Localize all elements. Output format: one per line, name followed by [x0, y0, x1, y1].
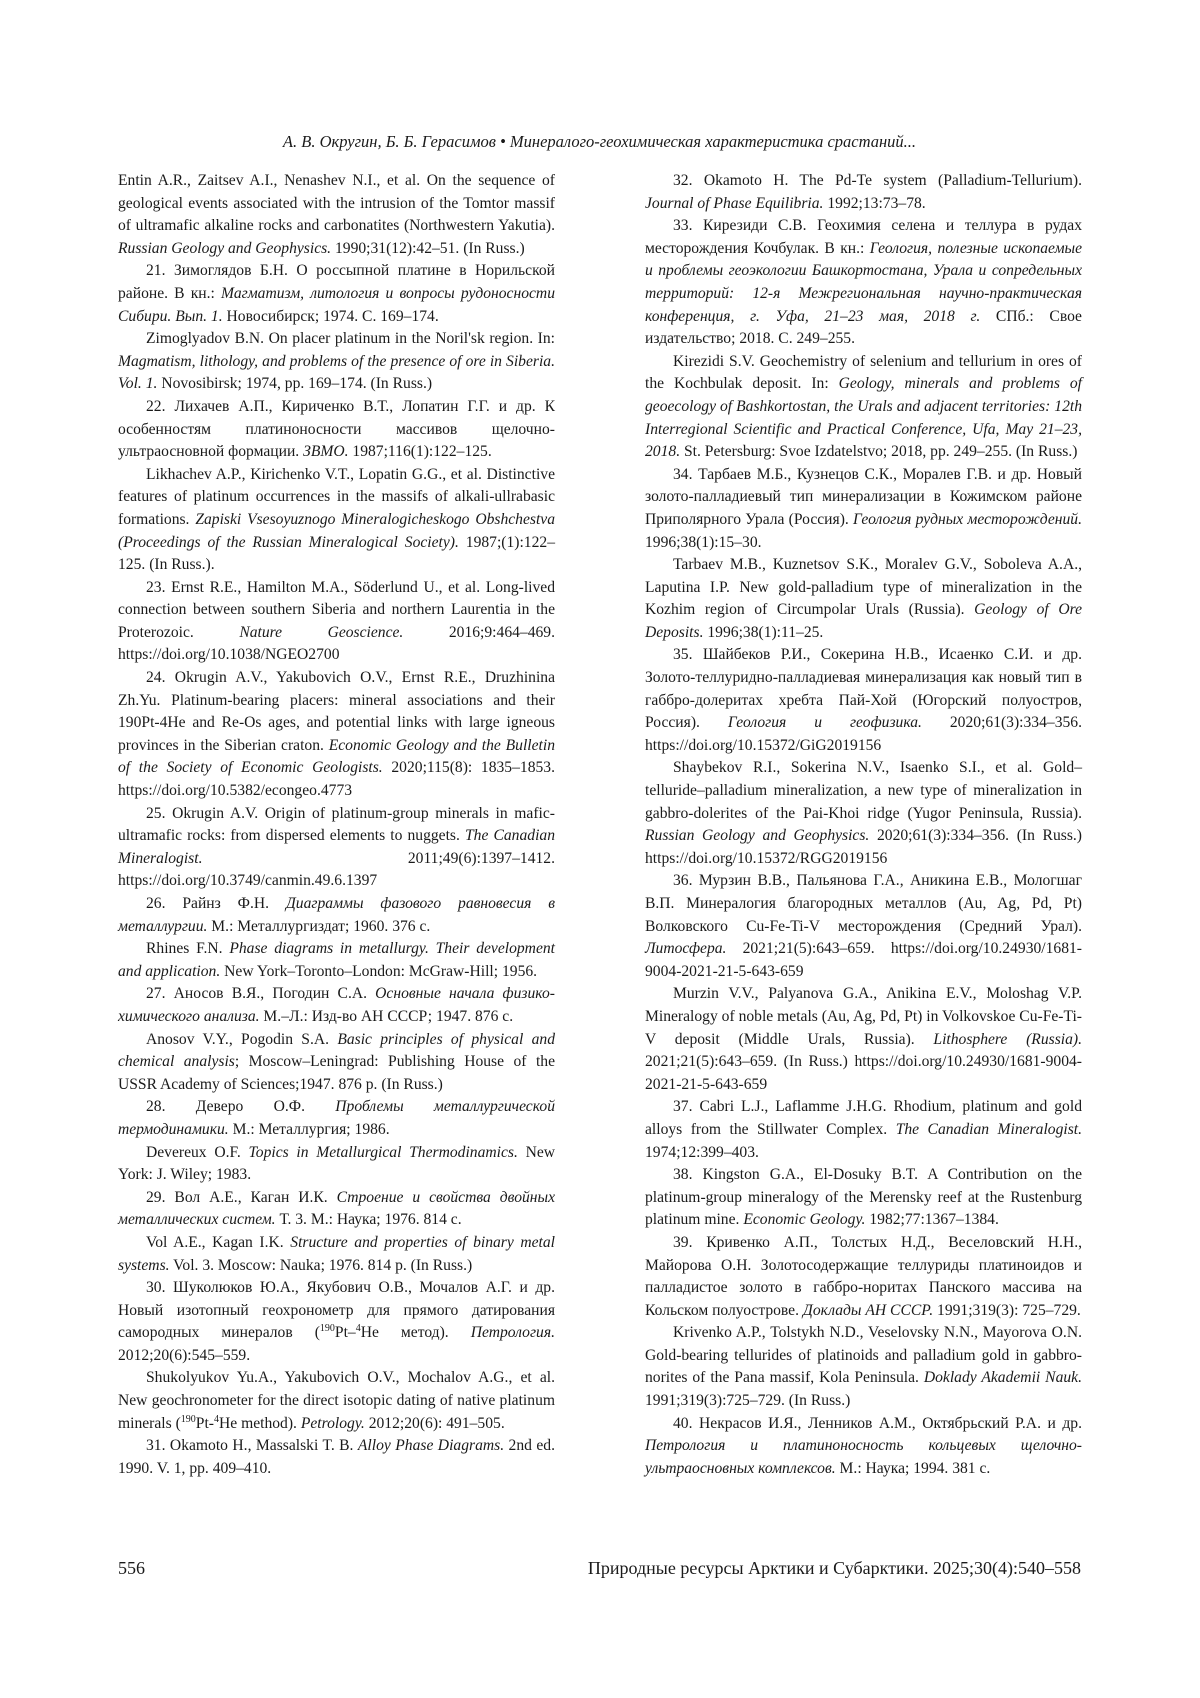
- reference-text: 31. Okamoto H., Massalski T. B.: [146, 1437, 358, 1455]
- reference-details: 2016;9:464–469. https://doi.org/10.1038/NGEO2700: [118, 623, 555, 664]
- reference-text: Shukolyukov Yu.A., Yakubovich O.V., Mochalov A.G., et al. New geochronometer for the direct isotopic dating of native platinum minerals (: [118, 1369, 555, 1432]
- reference-source-title: Доклады АН СССР.: [802, 1301, 934, 1319]
- reference-source-title: Диаграммы фазового равновесия в металлургии.: [118, 895, 555, 935]
- reference-entry: [645, 870, 1082, 983]
- reference-source-title: ЗВМО.: [303, 443, 349, 461]
- reference-entry: [645, 351, 1082, 464]
- journal-citation: Природные ресурсы Арктики и Субарктики. 2025;30(4):540–558: [587, 1558, 1081, 1578]
- reference-source-title: Alloy Phase Diagrams.: [357, 1437, 505, 1455]
- reference-text: 25. Okrugin A.V. Origin of platinum-group minerals in mafic-ultramafic rocks: from dispersed elements to nuggets.: [118, 804, 555, 845]
- reference-details: Новосибирск; 1974. С. 169–174.: [222, 307, 439, 325]
- reference-entry: [645, 170, 1082, 215]
- reference-text: 33. Кирезиди С.В. Геохимия селена и теллура в рудах месторождения Кочбулак. В кн.:: [645, 217, 1082, 257]
- reference-source-title: Геология и геофизика.: [727, 714, 922, 732]
- reference-source-title: Petrology.: [300, 1414, 365, 1432]
- reference-entry: [118, 260, 555, 328]
- reference-details: 1987;116(1):122–125.: [348, 443, 492, 461]
- isotope-superscript: 4: [355, 1323, 361, 1335]
- reference-entry: [118, 1096, 555, 1141]
- reference-entry: [645, 983, 1082, 1096]
- reference-source-title: Economic Geology and the Bulletin of the Society of Economic Geologists.: [118, 736, 555, 777]
- reference-entry: [118, 464, 555, 577]
- reference-source-title: Магматизм, литология и вопросы рудоносности Сибири. Вып. 1.: [118, 284, 555, 325]
- reference-entry: [645, 757, 1082, 870]
- reference-entry: [645, 1164, 1082, 1232]
- reference-text: 28. Деверо О.Ф.: [146, 1098, 336, 1116]
- reference-details: 1990;31(12):42–51. (In Russ.): [331, 239, 525, 257]
- reference-text: 35. Шайбеков Р.И., Сокерина Н.В., Исаенко С.И. и др. Золото-теллуридно-палладиевая минерализация как новый тип в габбро-долеритах хребта Пай-Хой (Югорский полуостров, Россия).: [645, 646, 1082, 732]
- reference-text: 27. Аносов В.Я., Погодин С.А.: [146, 985, 376, 1003]
- reference-source-title: Magmatism, lithology, and problems of the presence of ore in Siberia. Vol. 1.: [118, 352, 555, 393]
- reference-entry: [645, 1413, 1082, 1481]
- reference-source-title: Строение и свойства двойных металлических систем.: [118, 1188, 556, 1229]
- reference-source-title: Геология, полезные ископаемые и проблемы геоэкологии Башкортостана, Урала и сопредельных территорий: 12-я Межрегиональная научно-практическая конференция, г. Уфа, 21–23 мая, 2018 г.: [645, 239, 1083, 325]
- isotope-superscript: 190: [319, 1323, 335, 1335]
- reference-source-title: The Canadian Mineralogist.: [118, 827, 555, 867]
- reference-details: 1987;(1):122–125. (In Russ.).: [118, 533, 555, 574]
- reference-entry: [118, 893, 555, 938]
- reference-source-title: The Canadian Mineralogist.: [895, 1120, 1083, 1138]
- reference-details: 2021;21(5):643–659. (In Russ.) https://doi.org/10.24930/1681-9004-2021-21-5-643-659: [645, 1053, 1082, 1093]
- reference-text: 38. Kingston G.A., El-Dosuky B.T. A Contribution on the platinum-group mineralogy of the Merensky reef at the Rustenburg platinum mine.: [645, 1166, 1082, 1229]
- reference-details: 2012;20(6):545–559.: [118, 1346, 251, 1364]
- reference-source-title: Phase diagrams in metallurgy. Their development and application.: [118, 940, 555, 980]
- reference-entry: [645, 1096, 1082, 1164]
- running-head: А. В. Округин, Б. Б. Герасимов • Минералого-геохимическая характеристика срастаний...: [282, 132, 917, 151]
- reference-text: 36. Мурзин В.В., Пальянова Г.А., Аникина Е.В., Мологшаг В.П. Минералогия благородных металлов (Au, Ag, Pd, Pt) Волковского Cu-Fe-Ti-V месторождения (Средний Урал).: [645, 872, 1082, 935]
- reference-text: Entin A.R., Zaitsev A.I., Nenashev N.I., et al. On the sequence of geological events associated with the intrusion of the Tomtor massif of ultramafic alkaline rocks and carbonatites (Northwestern Yakutia).: [118, 172, 555, 235]
- reference-details: 1991;319(3): 725–729.: [933, 1301, 1081, 1319]
- reference-text: Anosov V.Y., Pogodin S.A.: [146, 1030, 338, 1048]
- reference-details: М.: Металлургия; 1986.: [228, 1120, 390, 1138]
- reference-entry: [645, 1232, 1082, 1322]
- reference-source-title: Russian Geology and Geophysics.: [645, 827, 870, 845]
- reference-entry: [645, 215, 1082, 351]
- reference-text: Murzin V.V., Palyanova G.A., Anikina E.V., Moloshag V.P. Mineralogy of noble metals (Au, Ag, Pd, Pt) in Volkovskoe Cu-Fe-Ti-V deposit (Middle Urals, Russia).: [645, 985, 1082, 1048]
- reference-source-title: Проблемы металлургической термодинамики.: [118, 1098, 555, 1138]
- reference-source-title: Lithosphere (Russia).: [933, 1030, 1082, 1048]
- reference-text: Pt-: [195, 1414, 214, 1432]
- isotope-superscript: 190: [180, 1413, 196, 1425]
- reference-source-title: Geology of Ore Deposits.: [645, 601, 1082, 641]
- reference-details: St. Petersburg: Svoe Izdatelstvo; 2018, pp. 249–255. (In Russ.): [680, 443, 1078, 461]
- reference-text: 40. Некрасов И.Я., Ленников А.М., Октябрьский Р.А. и др.: [673, 1414, 1082, 1432]
- reference-details: 2nd ed. 1990. V. 1, pp. 409–410.: [118, 1437, 555, 1477]
- reference-entry: [118, 1029, 555, 1097]
- reference-text: Rhines F.N.: [146, 940, 230, 958]
- reference-entry: [645, 464, 1082, 554]
- references-column-right: [645, 170, 1082, 1480]
- reference-text: 32. Okamoto H. The Pd-Te system (Palladium-Tellurium).: [673, 172, 1082, 189]
- reference-source-title: Zapiski Vsesoyuznogo Mineralogicheskogo Obshchestva (Proceedings of the Russian Mineralogical Society).: [118, 510, 555, 551]
- reference-text: Krivenko A.P., Tolstykh N.D., Veselovsky N.N., Mayorova O.N. Gold-bearing tellurides of platinoids and palladium gold in gabbro-norites of the Pana massif, Kola Peninsula.: [645, 1324, 1082, 1387]
- reference-details: 1996;38(1):15–30.: [645, 533, 762, 551]
- reference-details: М.: Наука; 1994. 381 с.: [835, 1459, 991, 1477]
- reference-source-title: Основные начала физико-химического анализа.: [118, 985, 555, 1025]
- reference-source-title: Geology, minerals and problems of geoecology of Bashkortostan, the Urals and adjacent territories: 12th Interregional Scientific and Practical Conference, Ufa, May 21–23, 2018.: [645, 375, 1082, 461]
- reference-details: 1996;38(1):11–25.: [703, 623, 824, 641]
- reference-details: 1992;13:73–78.: [823, 194, 926, 212]
- reference-details: 1991;319(3):725–729. (In Russ.): [645, 1392, 851, 1410]
- reference-details: 2020;61(3):334–356. https://doi.org/10.15372/GiG2019156: [645, 714, 1082, 754]
- reference-text: 24. Okrugin A.V., Yakubovich O.V., Ernst R.E., Druzhinina Zh.Yu. Platinum-bearing placers: mineral associations and their 190Pt-4He and Re-Os ages, and potential links with large igneous provinces in the Siberian craton.: [118, 669, 555, 754]
- references-column-left: [118, 170, 555, 1480]
- reference-entry: [118, 803, 555, 893]
- reference-text: 34. Тарбаев М.Б., Кузнецов С.К., Моралев Г.В. и др. Новый золото-палладиевый тип минерализации в Кожимском районе Приполярного Урала (Россия).: [645, 465, 1082, 528]
- reference-text: 22. Лихачев А.П., Кириченко В.Т., Лопатин Г.Г. и др. К особенностям платиноносности массивов щелочно-ультраосновной формации.: [118, 397, 555, 461]
- page-number: 556: [118, 1558, 145, 1578]
- reference-source-title: Topics in Metallurgical Thermodinamics.: [248, 1143, 518, 1161]
- reference-entry: [118, 328, 555, 396]
- reference-details: 2020;115(8): 1835–1853. https://doi.org/10.5382/econgeo.4773: [118, 759, 555, 800]
- reference-text: Devereux O.F.: [146, 1143, 249, 1161]
- reference-details: Novosibirsk; 1974, pp. 169–174. (In Russ.): [157, 375, 433, 393]
- reference-text: Likhachev A.P., Kirichenko V.T., Lopatin G.G., et al. Distinctive features of platinum occurrences in the massifs of alkali-ullrabasic formations.: [118, 465, 555, 528]
- reference-details: 2011;49(6):1397–1412. https://doi.org/10.3749/canmin.49.6.1397: [118, 849, 555, 890]
- reference-details: 1982;77:1367–1384.: [865, 1211, 999, 1229]
- reference-details: М.–Л.: Изд-во АН СССР; 1947. 876 с.: [259, 1007, 514, 1025]
- reference-details: 2021;21(5):643–659. https://doi.org/10.24930/1681-9004-2021-21-5-643-659: [645, 940, 1082, 980]
- reference-entry: [118, 170, 555, 260]
- reference-details: 2012;20(6): 491–505.: [364, 1414, 505, 1432]
- reference-details: М.: Металлургиздат; 1960. 376 с.: [207, 917, 431, 935]
- reference-entry: [645, 554, 1082, 644]
- reference-text: Zimoglyadov B.N. On placer platinum in the Noril'sk region. In:: [146, 330, 555, 348]
- reference-source-title: Doklady Akademii Nauk.: [923, 1369, 1082, 1387]
- isotope-superscript: 4: [214, 1413, 219, 1425]
- reference-text: Vol A.E., Kagan I.K.: [146, 1233, 291, 1251]
- reference-source-title: Петрология и платиноносность кольцевых щелочно-ультраосновных комплексов.: [645, 1437, 1082, 1477]
- reference-entry: [118, 667, 555, 803]
- reference-text: Shaybekov R.I., Sokerina N.V., Isaenko S.I., et al. Gold–telluride–palladium mineralization, a new type of mineralization in gabbro-dolerites of the Pai-Khoi ridge (Yugor Peninsula, Russia).: [645, 759, 1082, 822]
- reference-text: Pt–: [334, 1324, 356, 1342]
- reference-details: New York: J. Wiley; 1983.: [118, 1143, 556, 1184]
- reference-entry: [118, 1435, 555, 1480]
- reference-text: 23. Ernst R.E., Hamilton M.A., Söderlund U., et al. Long-lived connection between southern Siberia and northern Laurentia in the Proterozoic.: [118, 578, 555, 641]
- reference-text: 29. Вол А.Е., Каган И.К.: [146, 1188, 337, 1206]
- reference-source-title: Russian Geology and Geophysics.: [118, 239, 332, 257]
- reference-entry: [118, 577, 555, 667]
- reference-source-title: Journal of Phase Equilibria.: [645, 194, 824, 212]
- reference-entry: [118, 1277, 555, 1367]
- reference-details: New York–Toronto–London: McGraw-Hill; 1956.: [220, 962, 538, 980]
- reference-text: 39. Кривенко А.П., Толстых Н.Д., Веселовский Н.Н., Майорова О.Н. Золотосодержащие теллуриды платиноидов и палладистое золото в габбро-норитах Панского массива на Кольском полуострове.: [645, 1233, 1082, 1319]
- reference-text: Tarbaev M.B., Kuznetsov S.K., Moralev G.V., Soboleva A.A., Laputina I.P. New gold-palladium type of mineralization in the Kozhim region of Circumpolar Urals (Russia).: [645, 556, 1082, 619]
- reference-text: He method).: [219, 1414, 301, 1432]
- reference-text: He метод).: [360, 1324, 471, 1342]
- reference-entry: [645, 1322, 1082, 1412]
- reference-source-title: Basic principles of physical and chemical analysis: [118, 1030, 555, 1071]
- reference-source-title: Nature Geoscience.: [239, 623, 404, 641]
- reference-source-title: Литосфера.: [645, 940, 727, 958]
- reference-entry: [118, 938, 555, 983]
- reference-details: Т. 3. М.: Наука; 1976. 814 с.: [275, 1211, 462, 1229]
- reference-entry: [645, 644, 1082, 757]
- reference-source-title: Economic Geology.: [743, 1211, 866, 1229]
- reference-details: 2020;61(3):334–356. (In Russ.) https://doi.org/10.15372/RGG2019156: [645, 827, 1082, 867]
- reference-details: ; Moscow–Leningrad: Publishing House of the USSR Academy of Sciences;1947. 876 p. (In Russ.): [118, 1053, 555, 1093]
- reference-details: СПб.: Свое издательство; 2018. С. 249–255.: [645, 307, 1082, 348]
- reference-text: 21. Зимоглядов Б.Н. О россыпной платине в Норильской районе. В кн.:: [118, 262, 555, 302]
- reference-details: 1974;12:399–403.: [645, 1143, 759, 1161]
- reference-entry: [118, 1187, 555, 1232]
- reference-text: 37. Cabri L.J., Laflamme J.H.G. Rhodium, platinum and gold alloys from the Stillwater Complex.: [645, 1098, 1082, 1138]
- reference-entry: [118, 1367, 555, 1435]
- reference-details: Vol. 3. Moscow: Nauka; 1976. 814 p. (In Russ.): [169, 1256, 473, 1274]
- reference-text: Kirezidi S.V. Geochemistry of selenium and tellurium in ores of the Kochbulak deposit. In:: [645, 352, 1082, 393]
- reference-entry: [118, 1142, 555, 1187]
- reference-entry: [118, 1232, 555, 1277]
- reference-text: 26. Райнз Ф.Н.: [146, 895, 286, 912]
- reference-text: 30. Шуколюков Ю.А., Якубович О.В., Мочалов А.Г. и др. Новый изотопный геохронометр для прямого датирования самородных минералов (: [118, 1279, 555, 1342]
- reference-source-title: Structure and properties of binary metal systems.: [118, 1233, 556, 1274]
- reference-source-title: Петрология.: [470, 1324, 555, 1342]
- reference-source-title: Геология рудных месторождений.: [852, 510, 1082, 528]
- reference-entry: [118, 983, 555, 1028]
- reference-entry: [118, 396, 555, 464]
